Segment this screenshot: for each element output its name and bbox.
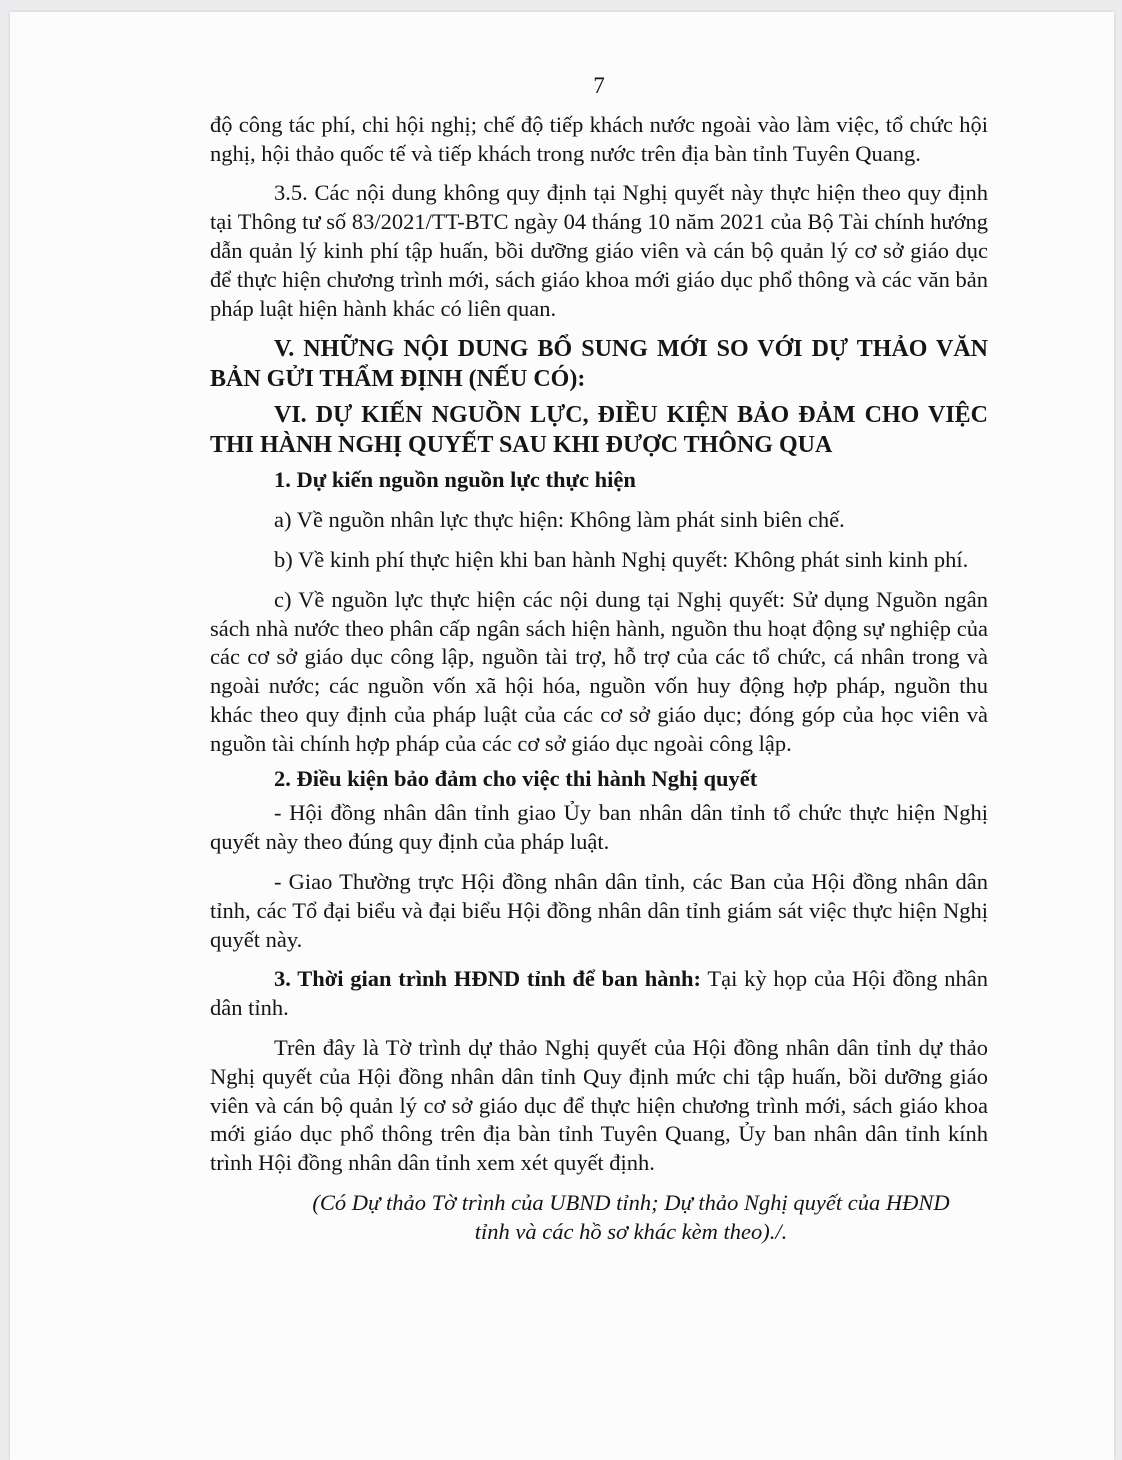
section-3-text: Tại kỳ họp của Hội đồng nhân dân tỉnh. — [210, 966, 988, 1021]
subheading-2: 2. Điều kiện bảo đảm cho việc thi hành Nghị quyết — [274, 765, 758, 791]
attachments-note — [210, 1189, 988, 1247]
condition-2: - Giao Thường trực Hội đồng nhân dân tỉnh, các Ban của Hội đồng nhân dân tỉnh, các Tổ đại biểu và đại biểu Hội đồng nhân dân tỉnh giám sát việc thực hiện Nghị quyết này. — [210, 868, 988, 952]
paragraph-continued: độ công tác phí, chi hội nghị; chế độ tiếp khách nước ngoài vào làm việc, tổ chức hội nghị, hội thảo quốc tế và tiếp khách trong nước trên địa bàn tỉnh Tuyên Quang. — [210, 111, 988, 166]
paragraph-section-3 — [210, 965, 988, 1023]
document-body — [210, 72, 988, 1247]
document-page — [10, 12, 1114, 1460]
section-heading-vi: VI. DỰ KIẾN NGUỒN LỰC, ĐIỀU KIỆN BẢO ĐẢM CHO VIỆC THI HÀNH NGHỊ QUYẾT SAU KHI ĐƯỢC THÔNG QUA — [210, 402, 988, 459]
attachments-note-line2: tỉnh và các hồ sơ khác kèm theo)./. — [474, 1218, 788, 1244]
item-c: c) Về nguồn lực thực hiện các nội dung tại Nghị quyết: Sử dụng Nguồn ngân sách nhà nước theo phân cấp ngân sách hiện hành, nguồn thu hoạt động sự nghiệp của các cơ sở giáo dục công lập, nguồn tài trợ, hỗ trợ của các tổ chức, cá nhân trong và ngoài nước; các nguồn vốn xã hội hóa, nguồn vốn huy động hợp pháp, nguồn thu khác theo quy định của pháp luật của các cơ sở giáo dục; đóng góp của học viên và nguồn tài chính hợp pháp của các cơ sở giáo dục ngoài công lập. — [210, 586, 988, 756]
paragraph-3-5: 3.5. Các nội dung không quy định tại Nghị quyết này thực hiện theo quy định tại Thông tư số 83/2021/TT-BTC ngày 04 tháng 10 năm 2021 của Bộ Tài chính hướng dẫn quản lý kinh phí tập huấn, bồi dưỡng giáo viên và cán bộ quản lý cơ sở giáo dục để thực hiện chương trình mới, sách giáo khoa mới giáo dục phổ thông và các văn bản pháp luật hiện hành khác có liên quan. — [210, 180, 988, 321]
closing-paragraph: Trên đây là Tờ trình dự thảo Nghị quyết của Hội đồng nhân dân tỉnh dự thảo Nghị quyết của Hội đồng nhân dân tỉnh Quy định mức chi tập huấn, bồi dưỡng giáo viên và cán bộ quản lý cơ sở giáo dục để thực hiện chương trình mới, sách giáo khoa mới giáo dục phổ thông trên địa bàn tỉnh Tuyên Quang, Ủy ban nhân dân tỉnh kính trình Hội đồng nhân dân tỉnh xem xét quyết định. — [210, 1034, 988, 1176]
section-heading-v: V. NHỮNG NỘI DUNG BỔ SUNG MỚI SO VỚI DỰ THẢO VĂN BẢN GỬI THẨM ĐỊNH (NẾU CÓ): — [210, 336, 988, 393]
attachments-note-line1: (Có Dự thảo Tờ trình của UBND tỉnh; Dự thảo Nghị quyết của HĐND — [312, 1189, 950, 1215]
item-a: a) Về nguồn nhân lực thực hiện: Không làm phát sinh biên chế. — [274, 507, 845, 533]
condition-1: - Hội đồng nhân dân tỉnh giao Ủy ban nhân dân tỉnh tổ chức thực hiện Nghị quyết này theo đúng quy định của pháp luật. — [210, 800, 988, 855]
section-3-label: 3. Thời gian trình HĐND tỉnh để ban hành: — [274, 966, 702, 992]
subheading-1: 1. Dự kiến nguồn nguồn lực thực hiện — [274, 467, 636, 493]
page-number: 7 — [593, 73, 605, 98]
item-b: b) Về kinh phí thực hiện khi ban hành Nghị quyết: Không phát sinh kinh phí. — [274, 546, 969, 572]
